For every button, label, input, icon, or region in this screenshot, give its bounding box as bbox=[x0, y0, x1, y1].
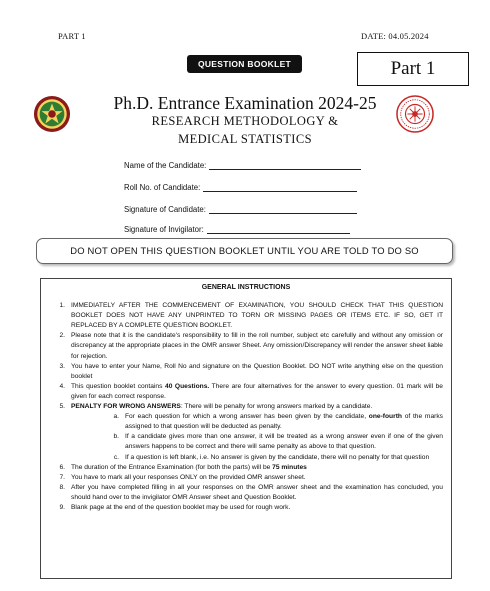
item-number: 2. bbox=[59, 332, 65, 340]
field-label: Signature of Candidate: bbox=[124, 205, 206, 214]
item-text-part: This question booklet contains bbox=[71, 382, 165, 390]
item-text: Please note that it is the candidate's responsibility to fill in the roll number, subject etc carefully and without any omission or discrepancy at the appropriate places in the OMR answer Sheet. Any omission/Discrepancy will render the answer sheet liable for rejection. bbox=[71, 332, 443, 360]
item-text-part: For each question for which a wrong answer has been given by the candidate, bbox=[125, 413, 369, 421]
item-text: You have to mark all your responses ONLY on the provided OMR answer sheet. bbox=[71, 473, 306, 481]
candidate-roll-field[interactable] bbox=[124, 180, 357, 192]
list-item bbox=[41, 463, 451, 473]
field-blank-line bbox=[203, 182, 357, 192]
sub-item-text: If a candidate gives more than one answer, it will be treated as a wrong answer even if one of the given answers happens to be correct and there will same penalty as above to that question. bbox=[125, 433, 443, 451]
item-number: 9. bbox=[59, 503, 65, 511]
list-item bbox=[41, 402, 451, 412]
field-blank-line bbox=[207, 224, 350, 234]
sub-item-letter: a. bbox=[113, 413, 119, 421]
item-text: Blank page at the end of the question booklet may be used for rough work. bbox=[71, 503, 291, 511]
item-number: 3. bbox=[59, 362, 65, 370]
item-text-part: of the marks assigned to that question will be deducted as penalty. bbox=[125, 413, 443, 431]
item-text-bold: 75 minutes bbox=[272, 463, 307, 471]
item-number: 6. bbox=[59, 463, 65, 471]
item-text-part: : There will be penalty for wrong answers marked by a candidate. bbox=[180, 403, 373, 411]
item-text-bold: one-fourth bbox=[368, 413, 402, 421]
item-number: 7. bbox=[59, 473, 65, 481]
subject-title-line1: RESEARCH METHODOLOGY & bbox=[151, 114, 339, 128]
list-item bbox=[41, 382, 451, 402]
list-item bbox=[41, 301, 451, 331]
header-date: DATE: 04.05.2024 bbox=[361, 31, 429, 41]
item-text: You have to enter your Name, Roll No and signature on the Question Booklet. DO NOT write anything else on the question booklet bbox=[71, 362, 443, 380]
item-number: 1. bbox=[59, 302, 65, 310]
item-text: IMMEDIATELY AFTER THE COMMENCEMENT OF EXAMINATION, YOU SHOULD CHECK THAT THIS QUESTION BOOKLET DOES NOT HAVE ANY UNPRINTED TO TORN OR MISSING PAGES OR ITEMS ETC. IF SO, GET IT REPLACED BY A COMPLETE QUESTION BOOKLET. bbox=[71, 302, 443, 330]
list-sub-item bbox=[41, 432, 451, 452]
candidate-name-field[interactable] bbox=[124, 158, 361, 170]
list-item bbox=[41, 473, 451, 483]
field-blank-line bbox=[209, 204, 357, 214]
part-box: Part 1 bbox=[357, 52, 469, 86]
item-text: After you have completed filling in all your responses on the OMR answer sheet and the examination has concluded, you should hand over to the invigilator OMR Answer sheet and Question Booklet. bbox=[71, 483, 443, 501]
question-booklet-tag: QUESTION BOOKLET bbox=[187, 55, 302, 73]
sub-item-text: If a question is left blank, i.e. No answer is given by the candidate, there will no penalty for that question bbox=[125, 453, 430, 461]
item-number: 4. bbox=[59, 382, 65, 390]
sub-item-letter: c. bbox=[113, 453, 119, 461]
general-instructions-box bbox=[40, 278, 452, 579]
item-text bbox=[71, 463, 443, 473]
invigilator-signature-field[interactable] bbox=[124, 222, 350, 234]
candidate-signature-field[interactable] bbox=[124, 202, 357, 214]
item-number: 8. bbox=[59, 483, 65, 491]
subject-title-line2: MEDICAL STATISTICS bbox=[178, 132, 312, 146]
field-label: Signature of Invigilator: bbox=[124, 225, 204, 234]
item-number: 5. bbox=[59, 403, 65, 411]
item-text bbox=[71, 382, 443, 402]
field-label: Roll No. of Candidate: bbox=[124, 183, 201, 192]
list-sub-item bbox=[41, 453, 451, 463]
item-text-bold: 40 Questions. bbox=[165, 382, 210, 390]
list-sub-item bbox=[41, 412, 451, 432]
exam-title: Ph.D. Entrance Examination 2024-25 bbox=[113, 93, 377, 113]
field-label: Name of the Candidate: bbox=[124, 161, 207, 170]
list-item bbox=[41, 503, 451, 513]
list-item bbox=[41, 331, 451, 361]
item-text-part: There are four alternatives for the answer to every question. 01 mark will be given for each correct response. bbox=[71, 382, 443, 400]
item-text-part: The duration of the Entrance Examination (for both the parts) will be bbox=[71, 463, 273, 471]
instructions-title: GENERAL INSTRUCTIONS bbox=[201, 284, 291, 291]
sub-item-text bbox=[125, 412, 443, 432]
sub-item-letter: b. bbox=[113, 433, 119, 441]
do-not-open-notice: DO NOT OPEN THIS QUESTION BOOKLET UNTIL YOU ARE TOLD TO DO SO bbox=[36, 238, 453, 264]
list-item bbox=[41, 362, 451, 382]
header-part-label: PART 1 bbox=[58, 31, 86, 41]
list-item bbox=[41, 483, 451, 503]
item-text-bold: PENALTY FOR WRONG ANSWERS bbox=[71, 403, 181, 411]
field-blank-line bbox=[209, 160, 361, 170]
item-text bbox=[71, 402, 443, 412]
